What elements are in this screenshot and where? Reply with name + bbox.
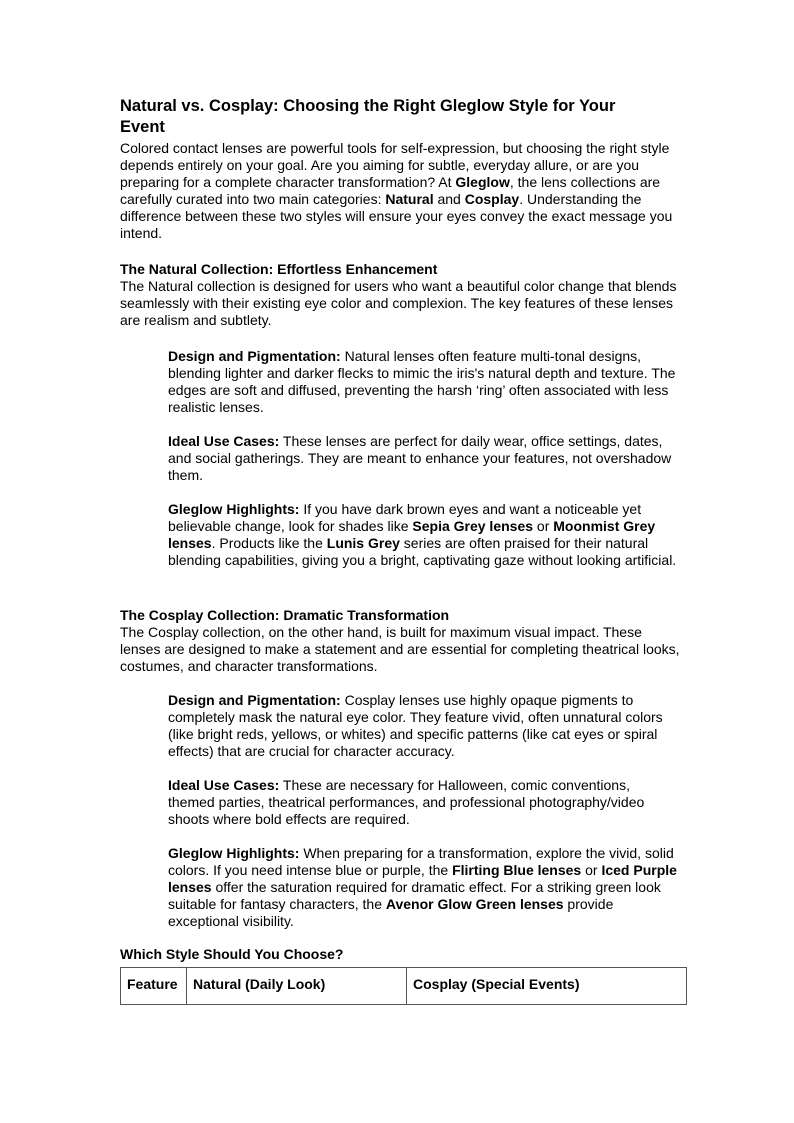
natural-highlights-point: Gleglow Highlights: If you have dark brown eyes and want a noticeable yet believable change, look for shades like Sepia Grey lenses or Moonmist Grey lenses. Products like the Lunis Grey series are often praised for their natural blending capabilities, giving you a bright, captivating gaze without looking artificial. xyxy=(168,501,677,568)
page-title: Natural vs. Cosplay: Choosing the Right Gleglow Style for Your Event xyxy=(120,97,616,136)
natural-body: The Natural collection is designed for users who want a beautiful color change that blends seamlessly with their existing eye color and complexion. The key features of these lenses are realism and subtlety. xyxy=(120,278,677,328)
natural-heading: The Natural Collection: Effortless Enhancement xyxy=(120,261,438,277)
natural-points xyxy=(168,348,678,569)
cosplay-points xyxy=(168,692,678,930)
cosplay-heading: The Cosplay Collection: Dramatic Transformation xyxy=(120,607,450,623)
document-page xyxy=(120,96,680,1005)
table-header-feature: Feature xyxy=(121,968,187,1005)
cosplay-use-point: Ideal Use Cases: These are necessary for Halloween, comic conventions, themed parties, theatrical performances, and professional photography/video shoots where bold effects are required. xyxy=(168,777,645,827)
natural-design-point: Design and Pigmentation: Natural lenses often feature multi-tonal designs, blending lighter and darker flecks to mimic the iris's natural depth and texture. The edges are soft and diffused, preventing the harsh ‘ring’ often associated with less realistic lenses. xyxy=(168,348,676,415)
table-header-cosplay: Cosplay (Special Events) xyxy=(407,968,687,1005)
intro-paragraph: Colored contact lenses are powerful tools for self-expression, but choosing the right style depends entirely on your goal. Are you aiming for subtle, everyday allure, or are you preparing for a complete character transformation? At Gleglow, the lens collections are carefully curated into two main categories: Natural and Cosplay. Understanding the difference between these two styles will ensure your eyes convey the exact message you intend. xyxy=(120,140,673,241)
comparison-table xyxy=(120,967,687,1005)
natural-use-point: Ideal Use Cases: These lenses are perfect for daily wear, office settings, dates, and social gatherings. They are meant to enhance your features, not overshadow them. xyxy=(168,433,672,483)
category-cosplay: Cosplay xyxy=(464,191,520,207)
table-header-row xyxy=(121,968,687,1005)
brand-name: Gleglow xyxy=(455,174,510,190)
cosplay-body: The Cosplay collection, on the other hand, is built for maximum visual impact. These lenses are designed to make a statement and are essential for completing theatrical looks, costumes, and character transformations. xyxy=(120,624,680,674)
category-natural: Natural xyxy=(385,191,434,207)
cosplay-design-point: Design and Pigmentation: Cosplay lenses use highly opaque pigments to completely mask the natural eye color. They feature vivid, often unnatural colors (like bright reds, yellows, or whites) and specific patterns (like cat eyes or spiral effects) that are crucial for character accuracy. xyxy=(168,692,663,759)
table-header-natural: Natural (Daily Look) xyxy=(187,968,407,1005)
cosplay-highlights-point: Gleglow Highlights: When preparing for a transformation, explore the vivid, solid colors. If you need intense blue or purple, the Flirting Blue lenses or Iced Purple lenses offer the saturation required for dramatic effect. For a striking green look suitable for fantasy characters, the Avenor Glow Green lenses provide exceptional visibility. xyxy=(168,845,677,929)
choose-heading: Which Style Should You Choose? xyxy=(120,946,344,962)
